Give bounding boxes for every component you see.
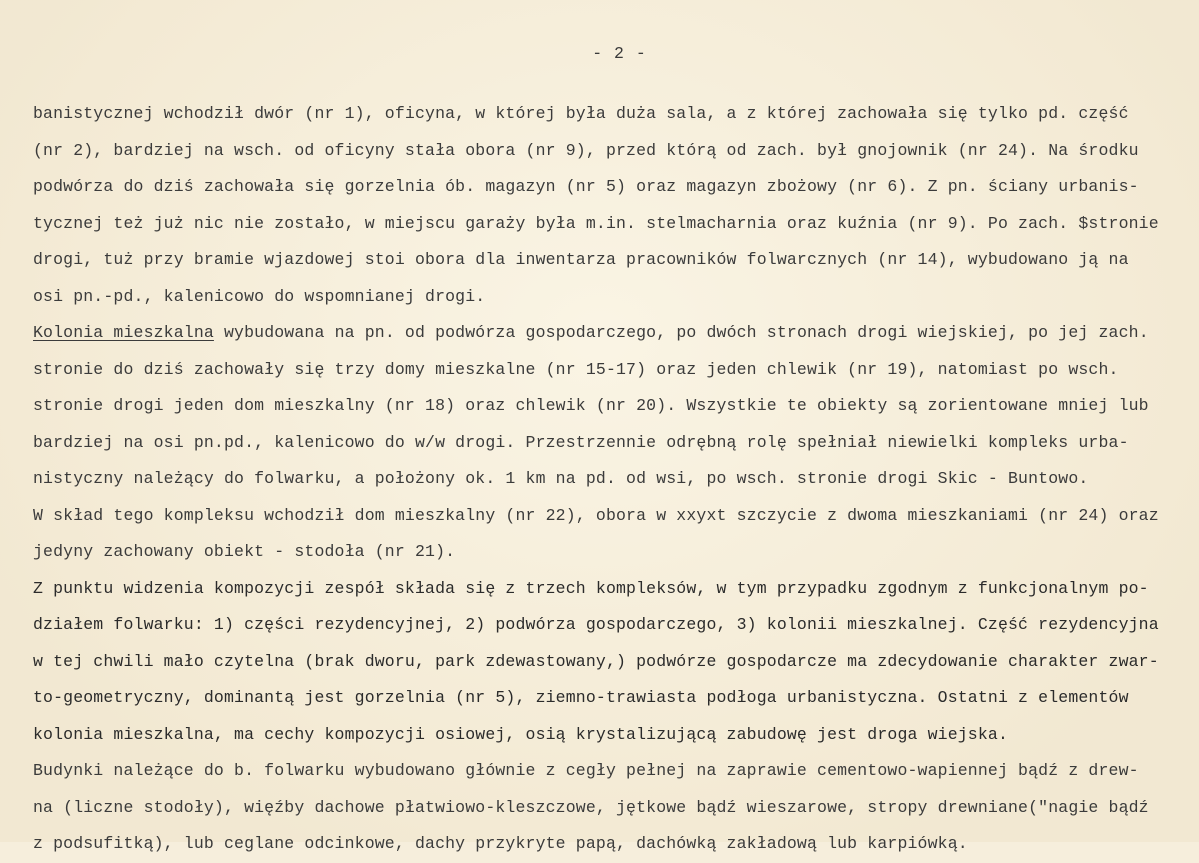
text-line-7-rest: wybudowana na pn. od podwórza gospodarczego, po dwóch stronach drogi wiejskiej, po jej zach. [224, 323, 1149, 342]
text-line-5: drogi, tuż przy bramie wjazdowej stoi obora dla inwentarza pracowników folwarcznych (nr 14), wybudowano ją na [33, 250, 1129, 269]
text-line-6: osi pn.-pd., kalenicowo do wspomnianej drogi. [33, 286, 486, 306]
text-line-13: jedyny zachowany obiekt - stodoła (nr 21). [33, 542, 456, 561]
text-line-14: Z punktu widzenia kompozycji zespół składa się z trzech kompleksów, w tym przypadku zgodnym z funkcjonalnym po- [33, 578, 1149, 598]
text-line-19: Budynki należące do b. folwarku wybudowano głównie z cegły pełnej na zaprawie cementowo-wapiennej bądź z drew- [33, 761, 1139, 780]
text-line-18: kolonia mieszkalna, ma cechy kompozycji osiowej, osią krystalizującą zabudowę jest droga wiejska. [33, 724, 1009, 744]
body-text [33, 96, 1183, 863]
section-heading-kolonia: Kolonia mieszkalna [33, 323, 214, 342]
text-line-4: tycznej też już nic nie zostało, w miejscu garaży była m.in. stelmacharnia oraz kuźnia (nr 9). Po zach. $stronie [33, 213, 1159, 233]
text-line-20: na (liczne stodoły), więźby dachowe płatwiowo-kleszczowe, jętkowe bądź wieszarowe, stropy drewniane("nagie bądź [33, 797, 1149, 817]
page-number: - 2 - [592, 44, 647, 63]
text-line-1: banistycznej wchodził dwór (nr 1), oficyna, w której była duża sala, a z której zachowała się tylko pd. część [33, 104, 1129, 123]
text-line-21: z podsufitką), lub ceglane odcinkowe, dachy przykryte papą, dachówką zakładową lub karpiówką. [33, 834, 968, 853]
text-line-7 [33, 315, 1183, 352]
text-line-10: bardziej na osi pn.pd., kalenicowo do w/w drogi. Przestrzennie odrębną rolę spełniał niewielki kompleks urba- [33, 432, 1129, 452]
text-line-8: stronie do dziś zachowały się trzy domy mieszkalne (nr 15-17) oraz jeden chlewik (nr 19), natomiast po wsch. [33, 359, 1119, 379]
text-line-12: W skład tego kompleksu wchodził dom mieszkalny (nr 22), obora w xxyxt szczycie z dwoma mieszkaniami (nr 24) oraz [33, 505, 1159, 525]
text-line-17: to-geometryczny, dominantą jest gorzelnia (nr 5), ziemno-trawiasta podłoga urbanistyczna. Ostatni z elementów [33, 688, 1129, 707]
text-line-9: stronie drogi jeden dom mieszkalny (nr 18) oraz chlewik (nr 20). Wszystkie te obiekty są zorientowane mniej lub [33, 396, 1149, 415]
text-line-2: (nr 2), bardziej na wsch. od oficyny stała obora (nr 9), przed którą od zach. był gnojownik (nr 24). Na środku [33, 140, 1139, 160]
text-line-11: nistyczny należący do folwarku, a położony ok. 1 km na pd. od wsi, po wsch. stronie drogi Skic - Buntowo. [33, 469, 1089, 488]
text-line-16: w tej chwili mało czytelna (brak dworu, park zdewastowany,) podwórze gospodarcze ma zdecydowanie charakter zwar- [33, 651, 1159, 671]
text-line-15: działem folwarku: 1) części rezydencyjnej, 2) podwórza gospodarczego, 3) kolonii mieszkalnej. Część rezydencyjna [33, 615, 1159, 634]
text-line-3: podwórza do dziś zachowała się gorzelnia ób. magazyn (nr 5) oraz magazyn zbożowy (nr 6). Z pn. ściany urbanis- [33, 177, 1139, 196]
